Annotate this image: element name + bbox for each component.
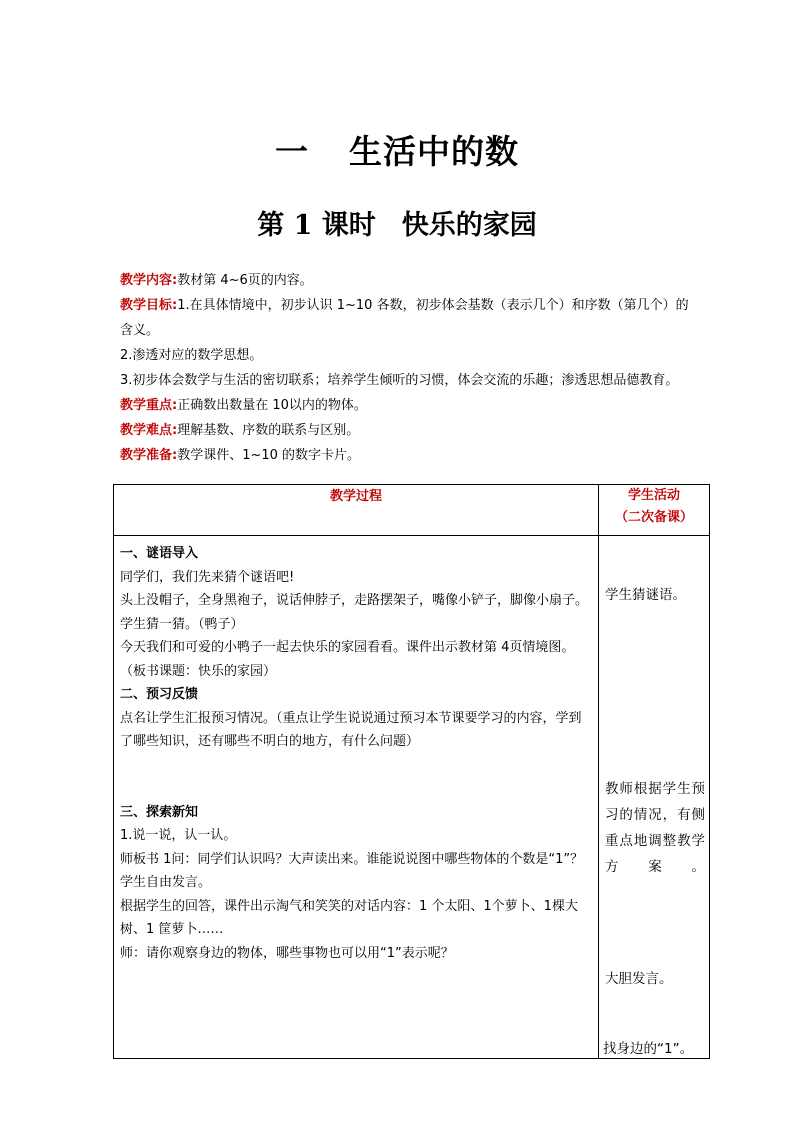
section-heading: 一、谜语导入 (120, 546, 199, 561)
process-line: 师：请你观察身边的物体，哪些事物也可以用“1”表示呢？ (120, 945, 454, 961)
process-line: 学生自由发言。 (120, 875, 212, 890)
difficulty-label: 教学难点: (120, 423, 178, 438)
section-heading: 二、预习反馈 (120, 687, 199, 702)
header-side-line-1: 学生活动 (627, 488, 680, 503)
lesson-title (0, 203, 794, 242)
meta-key-row (120, 393, 700, 418)
side-note: 大胆发言。 (605, 971, 673, 987)
process-content (114, 536, 598, 969)
header-side-line-2: （二次备课） (614, 510, 693, 525)
meta-content-row (120, 268, 700, 293)
table-header-row (114, 485, 710, 536)
lesson-plan-table (113, 484, 710, 1059)
meta-difficulty-row (120, 418, 700, 443)
prep-text: 教学课件、1~10 的数字卡片。 (177, 448, 361, 463)
goal-2-text: 2.渗透对应的数学思想。 (120, 348, 263, 363)
prep-label: 教学准备: (120, 448, 178, 463)
key-label: 教学重点: (120, 398, 178, 413)
content-text: 教材第 4~6页的内容。 (177, 273, 313, 288)
unit-name: 生活中的数 (349, 132, 519, 171)
header-student-activity (599, 485, 710, 536)
content-label: 教学内容: (120, 273, 178, 288)
process-line: 师板书 1问：同学们认识吗？大声读出来。谁能说说图中哪些物体的个数是“1”？ (120, 851, 584, 867)
key-text: 正确数出数量在 10以内的物体。 (177, 398, 367, 413)
process-line: 今天我们和可爱的小鸭子一起去快乐的家园看看。课件出示教材第 4页情境图。（板书课题：快乐的家园） (120, 640, 575, 679)
unit-number: 一 (275, 132, 309, 171)
side-note: 学生猜谜语。 (605, 587, 686, 603)
process-line: 1.说一说，认一认。 (120, 828, 237, 843)
process-line: 同学们，我们先来猜个谜语吧! (120, 569, 295, 585)
table-body-row (114, 536, 710, 1059)
unit-title (0, 126, 794, 173)
side-note: 找身边的“1”。 (603, 1041, 694, 1057)
section-heading: 三、探索新知 (120, 804, 199, 820)
process-line: 头上没帽子，全身黑袍子，说话伸脖子，走路摆架子，嘴像小铲子，脚像小扇子。 (120, 593, 589, 608)
side-note: 教师根据学生预习的情况，有侧重点地调整教学方案。 (605, 781, 705, 875)
difficulty-text: 理解基数、序数的联系与区别。 (177, 423, 360, 438)
meta-prep-row (120, 443, 700, 468)
goal-label: 教学目标: (120, 298, 178, 313)
goal-1-text: 1.在具体情境中，初步认识 1~10 各数，初步体会基数（表示几个）和序数（第几个）的含义。 (120, 298, 689, 338)
header-process: 教学过程 (114, 485, 599, 536)
process-line: 学生猜一猜。（鸭子） (120, 616, 244, 632)
meta-goal-row (120, 293, 700, 343)
process-line: 点名让学生汇报预习情况。（重点让学生说说通过预习本节课要学习的内容，学到了哪些知识，还有哪些不明白的地方，有什么问题） (120, 710, 582, 749)
goal-3-text: 3.初步体会数学与生活的密切联系；培养学生倾听的习惯，体会交流的乐趣；渗透思想品德教育。 (120, 373, 679, 388)
process-line: 根据学生的回答，课件出示淘气和笑笑的对话内容：1 个太阳、1个萝卜、1棵大树、1 筐萝卜…… (120, 898, 578, 937)
lesson-name: 快乐的家园 (401, 210, 537, 241)
lesson-number: 第 1 课时 (257, 210, 376, 241)
lesson-meta (120, 268, 700, 468)
student-activity-column (599, 536, 710, 1059)
